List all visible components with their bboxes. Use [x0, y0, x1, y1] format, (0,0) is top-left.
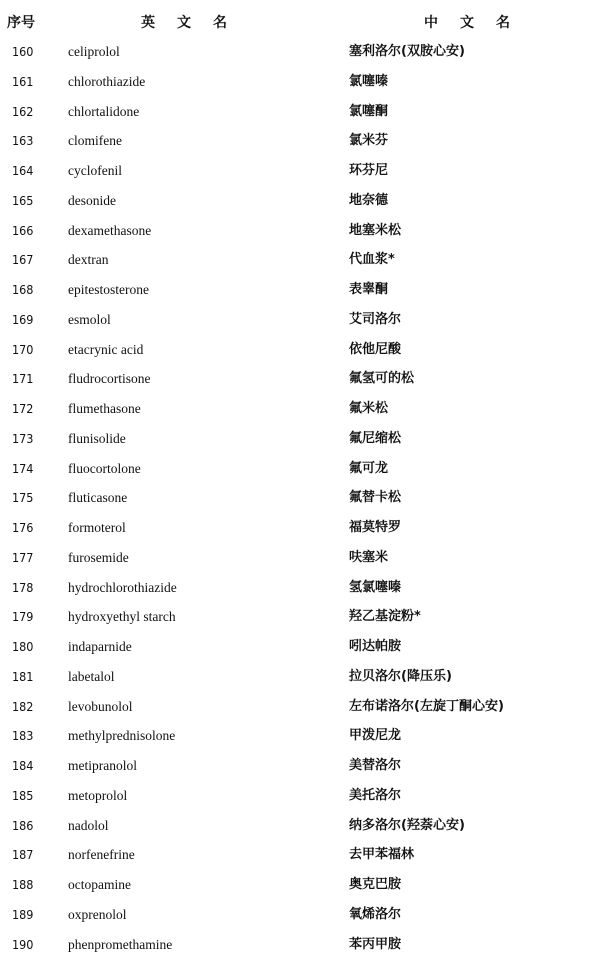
- english-name: etacrynic acid: [68, 335, 143, 365]
- english-name: flunisolide: [68, 424, 126, 454]
- chinese-name: 氟可龙: [349, 454, 388, 484]
- english-name: cyclofenil: [68, 156, 122, 186]
- drug-name-table: [0, 37, 600, 959]
- row-number: 178: [12, 573, 33, 603]
- english-name: metoprolol: [68, 781, 127, 811]
- row-number: 162: [12, 97, 33, 127]
- table-header: [0, 12, 600, 34]
- table-row: [0, 335, 600, 365]
- chinese-name: 氯噻酮: [349, 97, 388, 127]
- english-name: octopamine: [68, 870, 131, 900]
- row-number: 171: [12, 364, 33, 394]
- english-name: oxprenolol: [68, 900, 127, 930]
- header-chinese-name: 中文名: [424, 12, 532, 32]
- table-row: [0, 97, 600, 127]
- table-row: [0, 930, 600, 959]
- table-row: [0, 245, 600, 275]
- english-name: hydrochlorothiazide: [68, 573, 177, 603]
- table-row: [0, 632, 600, 662]
- table-row: [0, 186, 600, 216]
- english-name: labetalol: [68, 662, 114, 692]
- row-number: 170: [12, 335, 33, 365]
- row-number: 181: [12, 662, 33, 692]
- english-name: desonide: [68, 186, 116, 216]
- table-row: [0, 751, 600, 781]
- row-number: 160: [12, 37, 33, 67]
- table-row: [0, 275, 600, 305]
- row-number: 187: [12, 840, 33, 870]
- chinese-name: 奥克巴胺: [349, 870, 401, 900]
- chinese-name: 吲达帕胺: [349, 632, 401, 662]
- english-name: clomifene: [68, 126, 122, 156]
- header-number: 序号: [7, 12, 35, 32]
- english-name: chlortalidone: [68, 97, 139, 127]
- english-name: hydroxyethyl starch: [68, 602, 176, 632]
- row-number: 167: [12, 245, 33, 275]
- english-name: indaparnide: [68, 632, 132, 662]
- table-row: [0, 781, 600, 811]
- row-number: 165: [12, 186, 33, 216]
- row-number: 173: [12, 424, 33, 454]
- english-name: fluticasone: [68, 483, 127, 513]
- chinese-name: 美托洛尔: [349, 781, 401, 811]
- english-name: flumethasone: [68, 394, 141, 424]
- table-row: [0, 870, 600, 900]
- chinese-name: 氧烯洛尔: [349, 900, 401, 930]
- chinese-name: 氟米松: [349, 394, 388, 424]
- table-row: [0, 840, 600, 870]
- table-row: [0, 394, 600, 424]
- row-number: 189: [12, 900, 33, 930]
- table-row: [0, 424, 600, 454]
- english-name: levobunolol: [68, 692, 133, 722]
- row-number: 179: [12, 602, 33, 632]
- table-row: [0, 573, 600, 603]
- chinese-name: 地塞米松: [349, 216, 401, 246]
- english-name: epitestosterone: [68, 275, 149, 305]
- chinese-name: 苯丙甲胺: [349, 930, 401, 959]
- row-number: 175: [12, 483, 33, 513]
- chinese-name: 氟氢可的松: [349, 364, 414, 394]
- row-number: 182: [12, 692, 33, 722]
- row-number: 177: [12, 543, 33, 573]
- english-name: celiprolol: [68, 37, 120, 67]
- row-number: 169: [12, 305, 33, 335]
- table-row: [0, 126, 600, 156]
- table-row: [0, 811, 600, 841]
- row-number: 190: [12, 930, 33, 959]
- chinese-name: 氯米芬: [349, 126, 388, 156]
- row-number: 168: [12, 275, 33, 305]
- row-number: 176: [12, 513, 33, 543]
- english-name: dextran: [68, 245, 108, 275]
- chinese-name: 福莫特罗: [349, 513, 401, 543]
- row-number: 188: [12, 870, 33, 900]
- chinese-name: 呋塞米: [349, 543, 388, 573]
- english-name: formoterol: [68, 513, 126, 543]
- table-row: [0, 364, 600, 394]
- row-number: 185: [12, 781, 33, 811]
- chinese-name: 表睾酮: [349, 275, 388, 305]
- table-row: [0, 454, 600, 484]
- table-row: [0, 513, 600, 543]
- row-number: 174: [12, 454, 33, 484]
- chinese-name: 地奈德: [349, 186, 388, 216]
- table-row: [0, 37, 600, 67]
- english-name: methylprednisolone: [68, 721, 175, 751]
- english-name: esmolol: [68, 305, 111, 335]
- chinese-name: 塞利洛尔(双胺心安): [349, 37, 465, 67]
- chinese-name: 氟替卡松: [349, 483, 401, 513]
- chinese-name: 氟尼缩松: [349, 424, 401, 454]
- english-name: phenpromethamine: [68, 930, 172, 959]
- table-row: [0, 483, 600, 513]
- english-name: furosemide: [68, 543, 129, 573]
- english-name: norfenefrine: [68, 840, 135, 870]
- table-row: [0, 662, 600, 692]
- chinese-name: 羟乙基淀粉*: [349, 602, 421, 632]
- chinese-name: 甲泼尼龙: [349, 721, 401, 751]
- chinese-name: 代血浆*: [349, 245, 395, 275]
- chinese-name: 纳多洛尔(羟萘心安): [349, 811, 465, 841]
- chinese-name: 拉贝洛尔(降压乐): [349, 662, 452, 692]
- row-number: 183: [12, 721, 33, 751]
- row-number: 166: [12, 216, 33, 246]
- english-name: metipranolol: [68, 751, 137, 781]
- chinese-name: 氯噻嗪: [349, 67, 388, 97]
- row-number: 163: [12, 126, 33, 156]
- english-name: nadolol: [68, 811, 109, 841]
- row-number: 161: [12, 67, 33, 97]
- english-name: dexamethasone: [68, 216, 151, 246]
- english-name: fludrocortisone: [68, 364, 150, 394]
- table-row: [0, 67, 600, 97]
- table-row: [0, 721, 600, 751]
- table-row: [0, 543, 600, 573]
- table-row: [0, 216, 600, 246]
- chinese-name: 氢氯噻嗪: [349, 573, 401, 603]
- table-row: [0, 692, 600, 722]
- chinese-name: 美替洛尔: [349, 751, 401, 781]
- english-name: fluocortolone: [68, 454, 141, 484]
- row-number: 186: [12, 811, 33, 841]
- row-number: 164: [12, 156, 33, 186]
- chinese-name: 环芬尼: [349, 156, 388, 186]
- chinese-name: 左布诺洛尔(左旋丁酮心安): [349, 692, 504, 722]
- table-row: [0, 602, 600, 632]
- table-row: [0, 305, 600, 335]
- row-number: 180: [12, 632, 33, 662]
- chinese-name: 依他尼酸: [349, 335, 401, 365]
- table-row: [0, 156, 600, 186]
- english-name: chlorothiazide: [68, 67, 145, 97]
- chinese-name: 去甲苯福林: [349, 840, 414, 870]
- row-number: 172: [12, 394, 33, 424]
- chinese-name: 艾司洛尔: [349, 305, 401, 335]
- table-row: [0, 900, 600, 930]
- header-english-name: 英文名: [141, 12, 249, 32]
- row-number: 184: [12, 751, 33, 781]
